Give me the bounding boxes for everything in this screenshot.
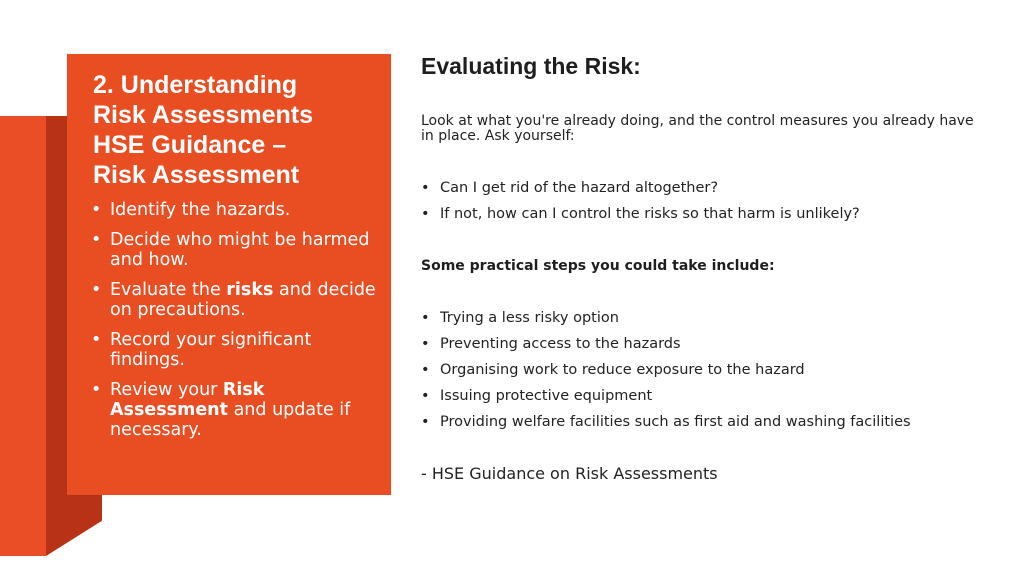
practical-step-item: • Preventing access to the hazards (421, 334, 1001, 360)
step-text: Record your significant findings. (110, 330, 312, 370)
step-text: Evaluate the (110, 280, 227, 300)
panel-title-line: Risk Assessments (93, 101, 314, 129)
panel-title-line: 2. Understanding (93, 71, 298, 99)
step-item (91, 380, 381, 440)
step-item (91, 330, 381, 370)
panel-title-line: Risk Assessment (93, 161, 300, 189)
practical-step-item: • Providing welfare facilities such as first aid and washing facilities (421, 412, 1001, 438)
step-text: and update if necessary. (110, 400, 351, 440)
panel-title-line: HSE Guidance – (93, 131, 287, 159)
step-text: and decide on precautions. (110, 280, 376, 320)
questions-list (421, 178, 1001, 230)
section-heading: Evaluating the Risk: (421, 53, 641, 79)
source-citation: - HSE Guidance on Risk Assessments (421, 464, 718, 483)
practical-step-item: • Organising work to reduce exposure to the hazard (421, 360, 1001, 386)
practical-step-item: • Trying a less risky option (421, 308, 1001, 334)
assessment-steps-list (91, 200, 381, 450)
step-text: Identify the hazards. (110, 200, 291, 220)
panel-title (93, 70, 383, 190)
practical-step-item: • Issuing protective equipment (421, 386, 1001, 412)
orange-panel (67, 54, 391, 495)
step-text-bold: risks (226, 280, 274, 300)
step-item (91, 200, 381, 220)
step-text: Decide who might be harmed and how. (110, 230, 370, 270)
practical-steps-heading: Some practical steps you could take include: (421, 258, 775, 274)
decorative-red-bar (0, 116, 46, 556)
step-item (91, 230, 381, 270)
question-item: • Can I get rid of the hazard altogether? (421, 178, 1001, 204)
practical-steps-list (421, 308, 1001, 438)
intro-paragraph: Look at what you're already doing, and the control measures you already have in place. Ask yourself: (421, 113, 974, 144)
step-item (91, 280, 381, 320)
step-text: Review your (110, 380, 223, 400)
step-text-bold: Risk Assessment (110, 380, 265, 420)
question-item: • If not, how can I control the risks so that harm is unlikely? (421, 204, 1001, 230)
